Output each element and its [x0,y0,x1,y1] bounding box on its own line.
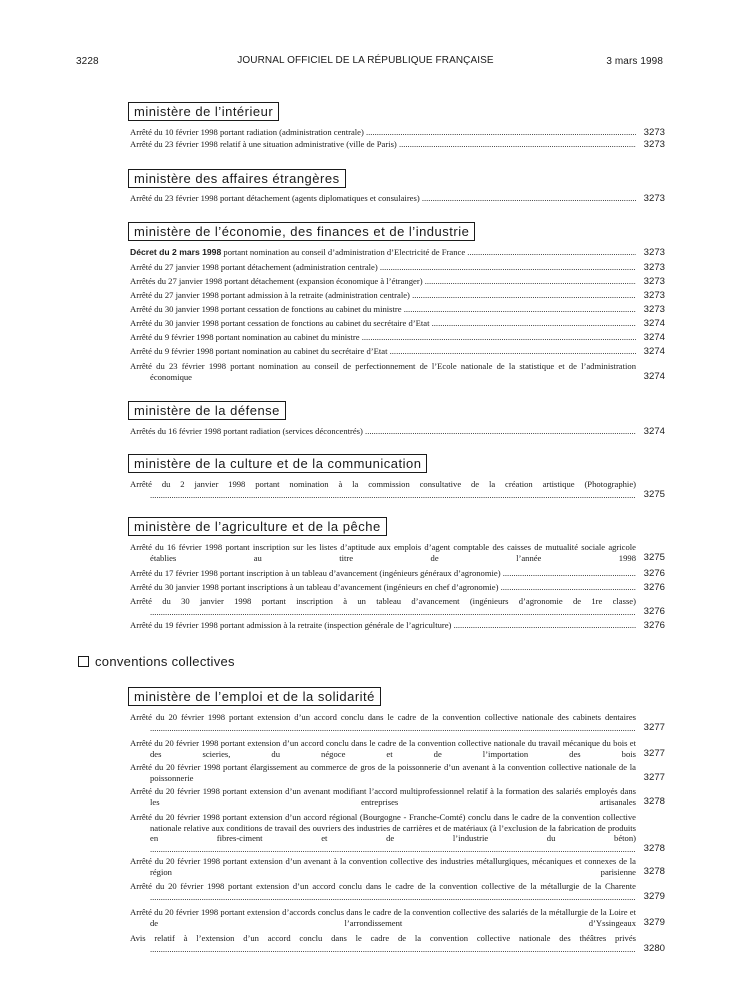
toc-entry [130,139,667,150]
page-reference: 3274 [643,425,665,437]
toc-entry [130,247,667,258]
toc-entry [130,738,667,759]
toc-entry [130,596,667,617]
toc-entry [130,193,667,204]
entry-title: Arrêté du 10 février 1998 portant radiation (administration centrale) ..... [130,127,636,138]
entry-title: Arrêté du 30 janvier 1998 portant cessation de fonctions au cabinet du secrétaire d’Etat ..... [130,318,636,329]
page-reference: 3273 [643,261,665,273]
page-reference: 3277 [643,772,665,784]
entry-title: Arrêté du 19 février 1998 portant admission à la retraite (inspection générale de l’agriculture) ..... [130,620,636,631]
toc-entry [130,127,667,138]
checkbox-icon [78,656,89,667]
page-reference: 3274 [643,331,665,343]
entry-title: Avis relatif à l’extension d’un accord conclu dans le cadre de la convention collective nationale des théâtres privés ..... [130,933,636,954]
entry-title: Arrêté du 9 février 1998 portant nomination au cabinet du secrétaire d’Etat ..... [130,346,636,357]
toc-entry [130,856,667,877]
entry-title: Arrêté du 20 février 1998 portant extension d’un avenant modifiant l’accord multiprofessionnel relatif à la formation des salariés employés dans les entreprises artisanales ..... [130,786,636,807]
page-reference: 3274 [643,345,665,357]
entry-title: Arrêté du 20 février 1998 portant extension d’un accord régional (Bourgogne - Franche-Comté) conclu dans le cadre de la convention collective nationale relative aux conditions de travail des ouvriers des industries de carrières et de matériaux (à l’exclusion de la fabrication de produits en fibres-ciment et de l’industrie du béton) ..... [130,812,636,854]
toc-entry [130,786,667,807]
page-reference: 3273 [643,126,665,138]
page-reference: 3274 [643,371,665,383]
page-reference: 3276 [643,567,665,579]
toc-entry [130,426,667,437]
page-reference: 3276 [643,619,665,631]
entry-title: Arrêté du 20 février 1998 portant extension d’un accord conclu dans le cadre de la convention collective de la métallurgie de la Charente ..... [130,881,636,902]
entry-title: Arrêté du 30 janvier 1998 portant inscriptions à un tableau d’avancement (ingénieurs en chef d’agronomie) ..... [130,582,636,593]
entry-title: Arrêté du 23 février 1998 portant nomination au conseil de perfectionnement de l’Ecole nationale de la statistique et de l’administration économique ..... [130,361,636,382]
entry-title: Arrêtés du 16 février 1998 portant radiation (services déconcentrés) ..... [130,426,636,437]
page-reference: 3273 [643,275,665,287]
page-reference: 3277 [643,748,665,760]
toc-entry [130,712,667,733]
toc-entry [130,933,667,954]
page-reference: 3278 [643,866,665,878]
entry-title: Arrêté du 9 février 1998 portant nomination au cabinet du ministre ..... [130,332,636,343]
toc-entry [130,361,667,382]
entry-title: Arrêté du 20 février 1998 portant élargissement au commerce de gros de la poissonnerie d’un avenant à la convention collective nationale de la poissonnerie ..... [130,762,636,783]
ministry-heading: ministère de l’intérieur [128,102,279,121]
page-reference: 3274 [643,317,665,329]
page-reference: 3275 [643,489,665,501]
page-reference: 3273 [643,192,665,204]
page-number: 3228 [76,56,99,67]
entry-bold-lead: Décret du 2 mars 1998 [130,247,222,257]
toc-entry [130,304,667,315]
entry-title: Arrêté du 2 janvier 1998 portant nomination à la commission consultative de la création artistique (Photographie) ..... [130,479,636,500]
toc-entry [130,262,667,273]
entry-title: Arrêté du 20 février 1998 portant extension d’un accord conclu dans le cadre de la convention collective nationale du travail mécanique du bois et des scieries, du négoce et de l’importation des bois ..... [130,738,636,759]
entry-title: Arrêté du 17 février 1998 portant inscription à un tableau d’avancement (ingénieurs généraux d’agronomie) ..... [130,568,636,579]
entry-title: Arrêté du 20 février 1998 portant extension d’un avenant à la convention collective des industries métallurgiques, mécaniques et connexes de la région parisienne ..... [130,856,636,877]
entry-title: Arrêté du 23 février 1998 portant détachement (agents diplomatiques et consulaires) ..... [130,193,636,204]
page-reference: 3275 [643,552,665,564]
toc-entry [130,907,667,928]
entry-title: Arrêté du 30 janvier 1998 portant inscription à un tableau d’avancement (ingénieurs d’agronomie de 1re classe) ..... [130,596,636,617]
entry-title: Arrêté du 23 février 1998 relatif à une situation administrative (ville de Paris) ..... [130,139,636,150]
section-label: conventions collectives [95,654,235,669]
entry-title: Arrêté du 27 janvier 1998 portant détachement (administration centrale) ..... [130,262,636,273]
toc-entry [130,542,667,563]
toc-entry [130,332,667,343]
ministry-heading: ministère de la défense [128,401,286,420]
section-conventions-collectives [78,654,235,669]
toc-entry [130,276,667,287]
page-reference: 3273 [643,138,665,150]
ministry-heading: ministère de l’emploi et de la solidarité [128,687,381,706]
ministry-heading: ministère de la culture et de la communication [128,454,427,473]
page-reference: 3277 [643,722,665,734]
page-reference: 3280 [643,943,665,955]
page-reference: 3276 [643,581,665,593]
toc-entry [130,582,667,593]
toc-entry [130,318,667,329]
page-reference: 3279 [643,891,665,903]
entry-title: Arrêté du 30 janvier 1998 portant cessation de fonctions au cabinet du ministre ..... [130,304,636,315]
entry-title: Décret du 2 mars 1998 portant nomination au conseil d’administration d’Electricité de France ..... [130,247,636,258]
toc-entry [130,346,667,357]
toc-entry [130,620,667,631]
toc-entry [130,479,667,500]
page-reference: 3279 [643,917,665,929]
ministry-heading: ministère de l’économie, des finances et de l’industrie [128,222,475,241]
ministry-heading: ministère de l’agriculture et de la pêche [128,517,387,536]
page-reference: 3273 [643,246,665,258]
toc-entry [130,290,667,301]
toc-entry [130,568,667,579]
toc-entry [130,762,667,783]
issue-date: 3 mars 1998 [606,56,663,67]
ministry-heading: ministère des affaires étrangères [128,169,346,188]
entry-title: Arrêté du 16 février 1998 portant inscription sur les listes d’aptitude aux emplois d’agent comptable des caisses de mutualité sociale agricole établies au titre de l’année 1998 ..... [130,542,636,563]
toc-entry [130,812,667,854]
page-reference: 3273 [643,289,665,301]
entry-title: Arrêté du 20 février 1998 portant extension d’un accord conclu dans le cadre de la convention collective nationale des cabinets dentaires ..... [130,712,636,733]
entry-title: Arrêté du 20 février 1998 portant extension d’accords conclus dans le cadre de la convention collective des salariés de la métallurgie de la Loire et de l’arrondissement d’Yssingeaux ..... [130,907,636,928]
toc-entry [130,881,667,902]
page-reference: 3278 [643,843,665,855]
entry-title: Arrêtés du 27 janvier 1998 portant détachement (expansion économique à l’étranger) ..... [130,276,636,287]
page-reference: 3273 [643,303,665,315]
page-reference: 3278 [643,796,665,808]
entry-title: Arrêté du 27 janvier 1998 portant admission à la retraite (administration centrale) ..... [130,290,636,301]
page-reference: 3276 [643,606,665,618]
journal-title: JOURNAL OFFICIEL DE LA RÉPUBLIQUE FRANÇAISE [237,55,494,66]
